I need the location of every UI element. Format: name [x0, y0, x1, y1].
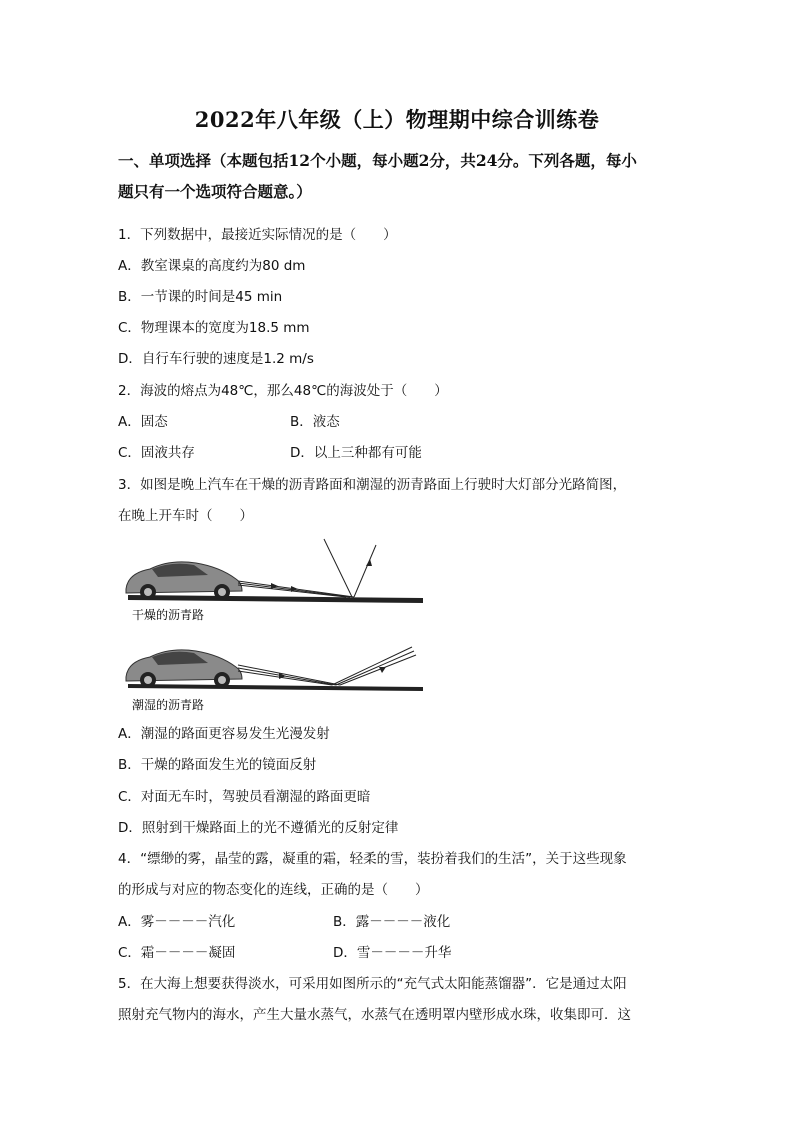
q4-option-c: C．霜－－－－凝固 — [118, 945, 236, 961]
q3-option-c: C．对面无车时，驾驶员看潮湿的路面更暗 — [118, 789, 371, 805]
page-title: 2022年八年级（上）物理期中综合训练卷 — [194, 107, 600, 132]
q5-stem-line-1: 5．在大海上想要获得淡水，可采用如图所示的“充气式太阳能蒸馏器”．它是通过太阳 — [118, 976, 627, 992]
fig-caption-dry: 干燥的沥青路 — [132, 608, 205, 622]
wet-road-surface — [128, 684, 423, 691]
section-heading-line-2: 题只有一个选项符合题意。） — [118, 182, 312, 201]
q3-stem-line-1: 3．如图是晚上汽车在干燥的沥青路面和潮湿的沥青路面上行驶时大灯部分光路简图， — [118, 477, 627, 493]
q3-figure — [118, 537, 428, 717]
dry-road-scene — [126, 539, 423, 622]
q3-option-b: B．干燥的路面发生光的镜面反射 — [118, 757, 317, 773]
wet-light-rays — [238, 647, 416, 685]
dry-ray-arrows — [271, 559, 372, 592]
q1-option-c: C．物理课本的宽度为18.5 mm — [118, 320, 310, 336]
q1-option-d: D．自行车行驶的速度是1.2 m/s — [118, 351, 314, 367]
q3-option-a: A．潮湿的路面更容易发生光漫发射 — [118, 726, 330, 742]
section-heading-line-1: 一、单项选择（本题包括12个小题，每小题2分，共24分。下列各题，每小 — [118, 151, 637, 170]
q2-option-c: C．固液共存 — [118, 445, 195, 461]
fig-caption-wet: 潮湿的沥青路 — [132, 698, 205, 712]
q4-option-d: D．雪－－－－升华 — [333, 945, 452, 961]
q4-option-b: B．露－－－－液化 — [333, 914, 451, 930]
q5-stem-line-2: 照射充气物内的海水，产生大量水蒸气，水蒸气在透明罩内壁形成水珠，收集即可．这 — [118, 1007, 631, 1023]
wet-road-scene — [126, 647, 423, 712]
q4-stem-line-1: 4．“缥缈的雾，晶莹的露，凝重的霜，轻柔的雪，装扮着我们的生活”，关于这些现象 — [118, 851, 627, 867]
dry-light-rays — [238, 539, 376, 597]
q2-option-d: D．以上三种都有可能 — [290, 445, 422, 461]
q4-option-a: A．雾－－－－汽化 — [118, 914, 236, 930]
q1-option-a: A．教室课桌的高度约为80 dm — [118, 258, 306, 274]
section-heading — [118, 145, 678, 207]
q1-option-b: B．一节课的时间是45 min — [118, 289, 283, 305]
light-path-diagram — [118, 537, 428, 717]
q2-stem: 2．海波的熔点为48℃，那么48℃的海波处于（ ） — [118, 383, 448, 399]
q3-option-d: D．照射到干燥路面上的光不遵循光的反射定律 — [118, 820, 399, 836]
car-icon — [126, 650, 242, 688]
q4-stem-line-2: 的形成与对应的物态变化的连线，正确的是（ ） — [118, 882, 429, 898]
q2-option-a: A．固态 — [118, 414, 168, 430]
q3-stem-line-2: 在晚上开车时（ ） — [118, 508, 253, 524]
q1-stem: 1．下列数据中，最接近实际情况的是（ ） — [118, 227, 397, 243]
q2-option-b: B．液态 — [290, 414, 340, 430]
car-icon — [126, 562, 242, 600]
dry-road-surface — [128, 595, 423, 603]
